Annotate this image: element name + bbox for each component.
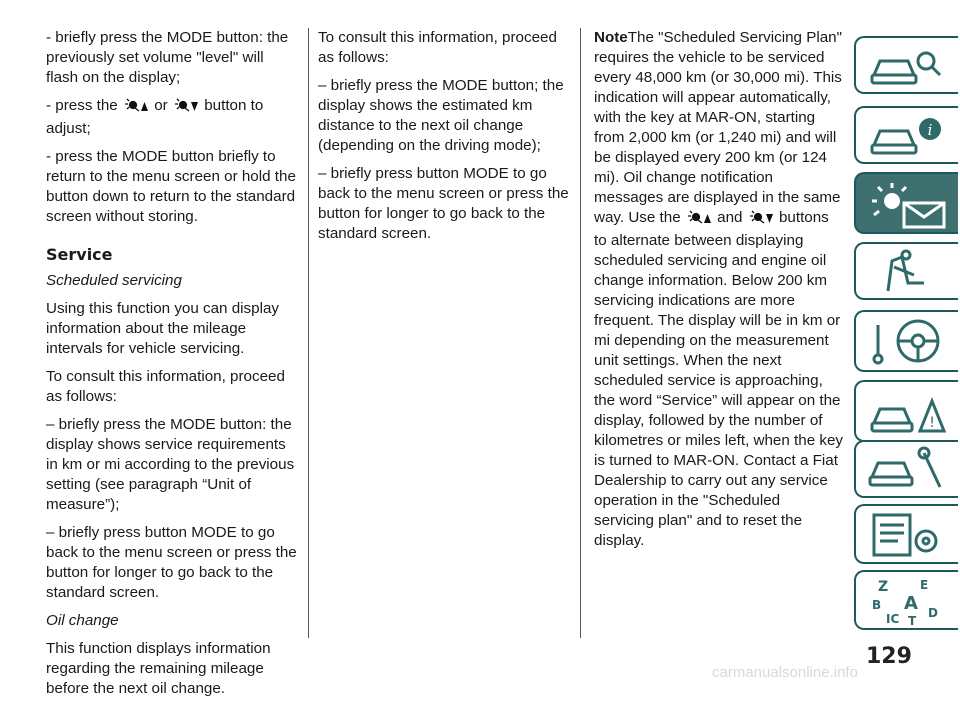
svg-text:B: B <box>872 598 882 612</box>
seat-airbag-icon <box>864 247 952 297</box>
paragraph: – briefly press the MODE button; the display shows the estimated km distance to the next oil change (depending on the driving mode); <box>318 77 564 154</box>
note-paragraph <box>594 28 844 551</box>
page-number: 129 <box>866 644 912 669</box>
subheading: Scheduled servicing <box>46 272 182 289</box>
paragraph: - press the MODE button briefly to return to the menu screen or hold the button down to return to the standard screen without storing. <box>46 148 296 225</box>
tab-index[interactable] <box>854 570 958 630</box>
svg-text:D: D <box>928 606 938 620</box>
svg-text:i: i <box>927 121 933 139</box>
car-info-icon <box>864 111 952 161</box>
text-fragment: - press the <box>46 97 118 114</box>
column-1 <box>46 28 298 707</box>
tab-starting-driving[interactable] <box>854 310 958 372</box>
warning-light-message-icon <box>864 177 952 231</box>
car-crash-warning-icon <box>864 385 952 439</box>
tab-technical-data[interactable] <box>854 504 958 564</box>
tab-emergency[interactable] <box>854 380 958 442</box>
light-up-icon <box>123 97 149 119</box>
paragraph: – briefly press button MODE to go back to the menu screen or press the button for longer to go back to the standard screen. <box>318 165 569 242</box>
paragraph: - briefly press the MODE button: the previously set volume "level" will flash on the display; <box>46 29 289 86</box>
paragraph <box>46 96 298 139</box>
svg-text:!: ! <box>929 415 935 431</box>
subheading: Oil change <box>46 612 119 629</box>
note-label: Note <box>594 29 628 46</box>
text-fragment: buttons to alternate between displaying scheduled servicing and engine oil change information. Below 200 km servicing indications are more frequent. The display will be in km or mi depending on the measurement unit settings. When the next scheduled service is approaching, the word “Service” will appear on the display, followed by the number of kilometres or miles left, when the key is turned to MAR-ON. Contact a Fiat Dealership to carry out any service operation in the "Scheduled servicing plan" and to reset the display. <box>594 209 843 549</box>
paragraph: To consult this information, proceed as follows: <box>318 29 557 66</box>
tab-warning-lights-messages[interactable] <box>854 172 958 234</box>
list-gear-icon <box>864 509 952 561</box>
column-3 <box>594 28 844 559</box>
paragraph: This function displays information regarding the remaining mileage before the next oil change. <box>46 640 271 697</box>
car-wrench-icon <box>864 445 952 495</box>
column-divider <box>308 28 309 638</box>
light-down-icon <box>748 209 774 231</box>
tab-maintenance[interactable] <box>854 440 958 498</box>
svg-text:E: E <box>920 578 929 592</box>
alphabet-index-icon <box>864 575 952 627</box>
text-fragment: or <box>154 97 168 114</box>
text-fragment: and <box>717 209 743 226</box>
section-heading: Service <box>46 245 113 264</box>
paragraph: To consult this information, proceed as follows: <box>46 368 285 405</box>
tab-car-search[interactable] <box>854 36 958 94</box>
svg-text:IC: IC <box>886 612 900 626</box>
watermark: carmanualsonline.info <box>712 664 858 681</box>
svg-text:T: T <box>908 614 917 627</box>
car-search-icon <box>864 41 952 91</box>
steering-wheel-key-icon <box>864 315 952 369</box>
light-down-icon <box>173 97 199 119</box>
tab-safety[interactable] <box>854 242 958 300</box>
paragraph: – briefly press the MODE button: the display shows service requirements in km or mi according to the previous setting (see paragraph “Unit of measure”); <box>46 416 295 513</box>
svg-text:A: A <box>904 593 918 614</box>
light-up-icon <box>686 209 712 231</box>
paragraph: – briefly press button MODE to go back to the menu screen or press the button for longer to go back to the standard screen. <box>46 524 297 601</box>
column-2 <box>318 28 574 252</box>
svg-text:Z: Z <box>878 579 889 595</box>
tab-car-info[interactable] <box>854 106 958 164</box>
text-fragment: button to adjust; <box>46 97 264 137</box>
text-fragment: The "Scheduled Servicing Plan" requires the vehicle to be serviced every 48,000 km (or 30,000 mi). This indication will appear automatically, with the key at MAR-ON, starting from 2,000 km (or 1,240 mi) and will be displayed every 200 km (or 124 mi). Oil change notification messages are displayed in the same way. Use the <box>594 29 842 226</box>
chapter-tabs <box>852 0 960 686</box>
paragraph: Using this function you can display information about the mileage intervals for vehicle servicing. <box>46 300 280 357</box>
column-divider <box>580 28 581 638</box>
